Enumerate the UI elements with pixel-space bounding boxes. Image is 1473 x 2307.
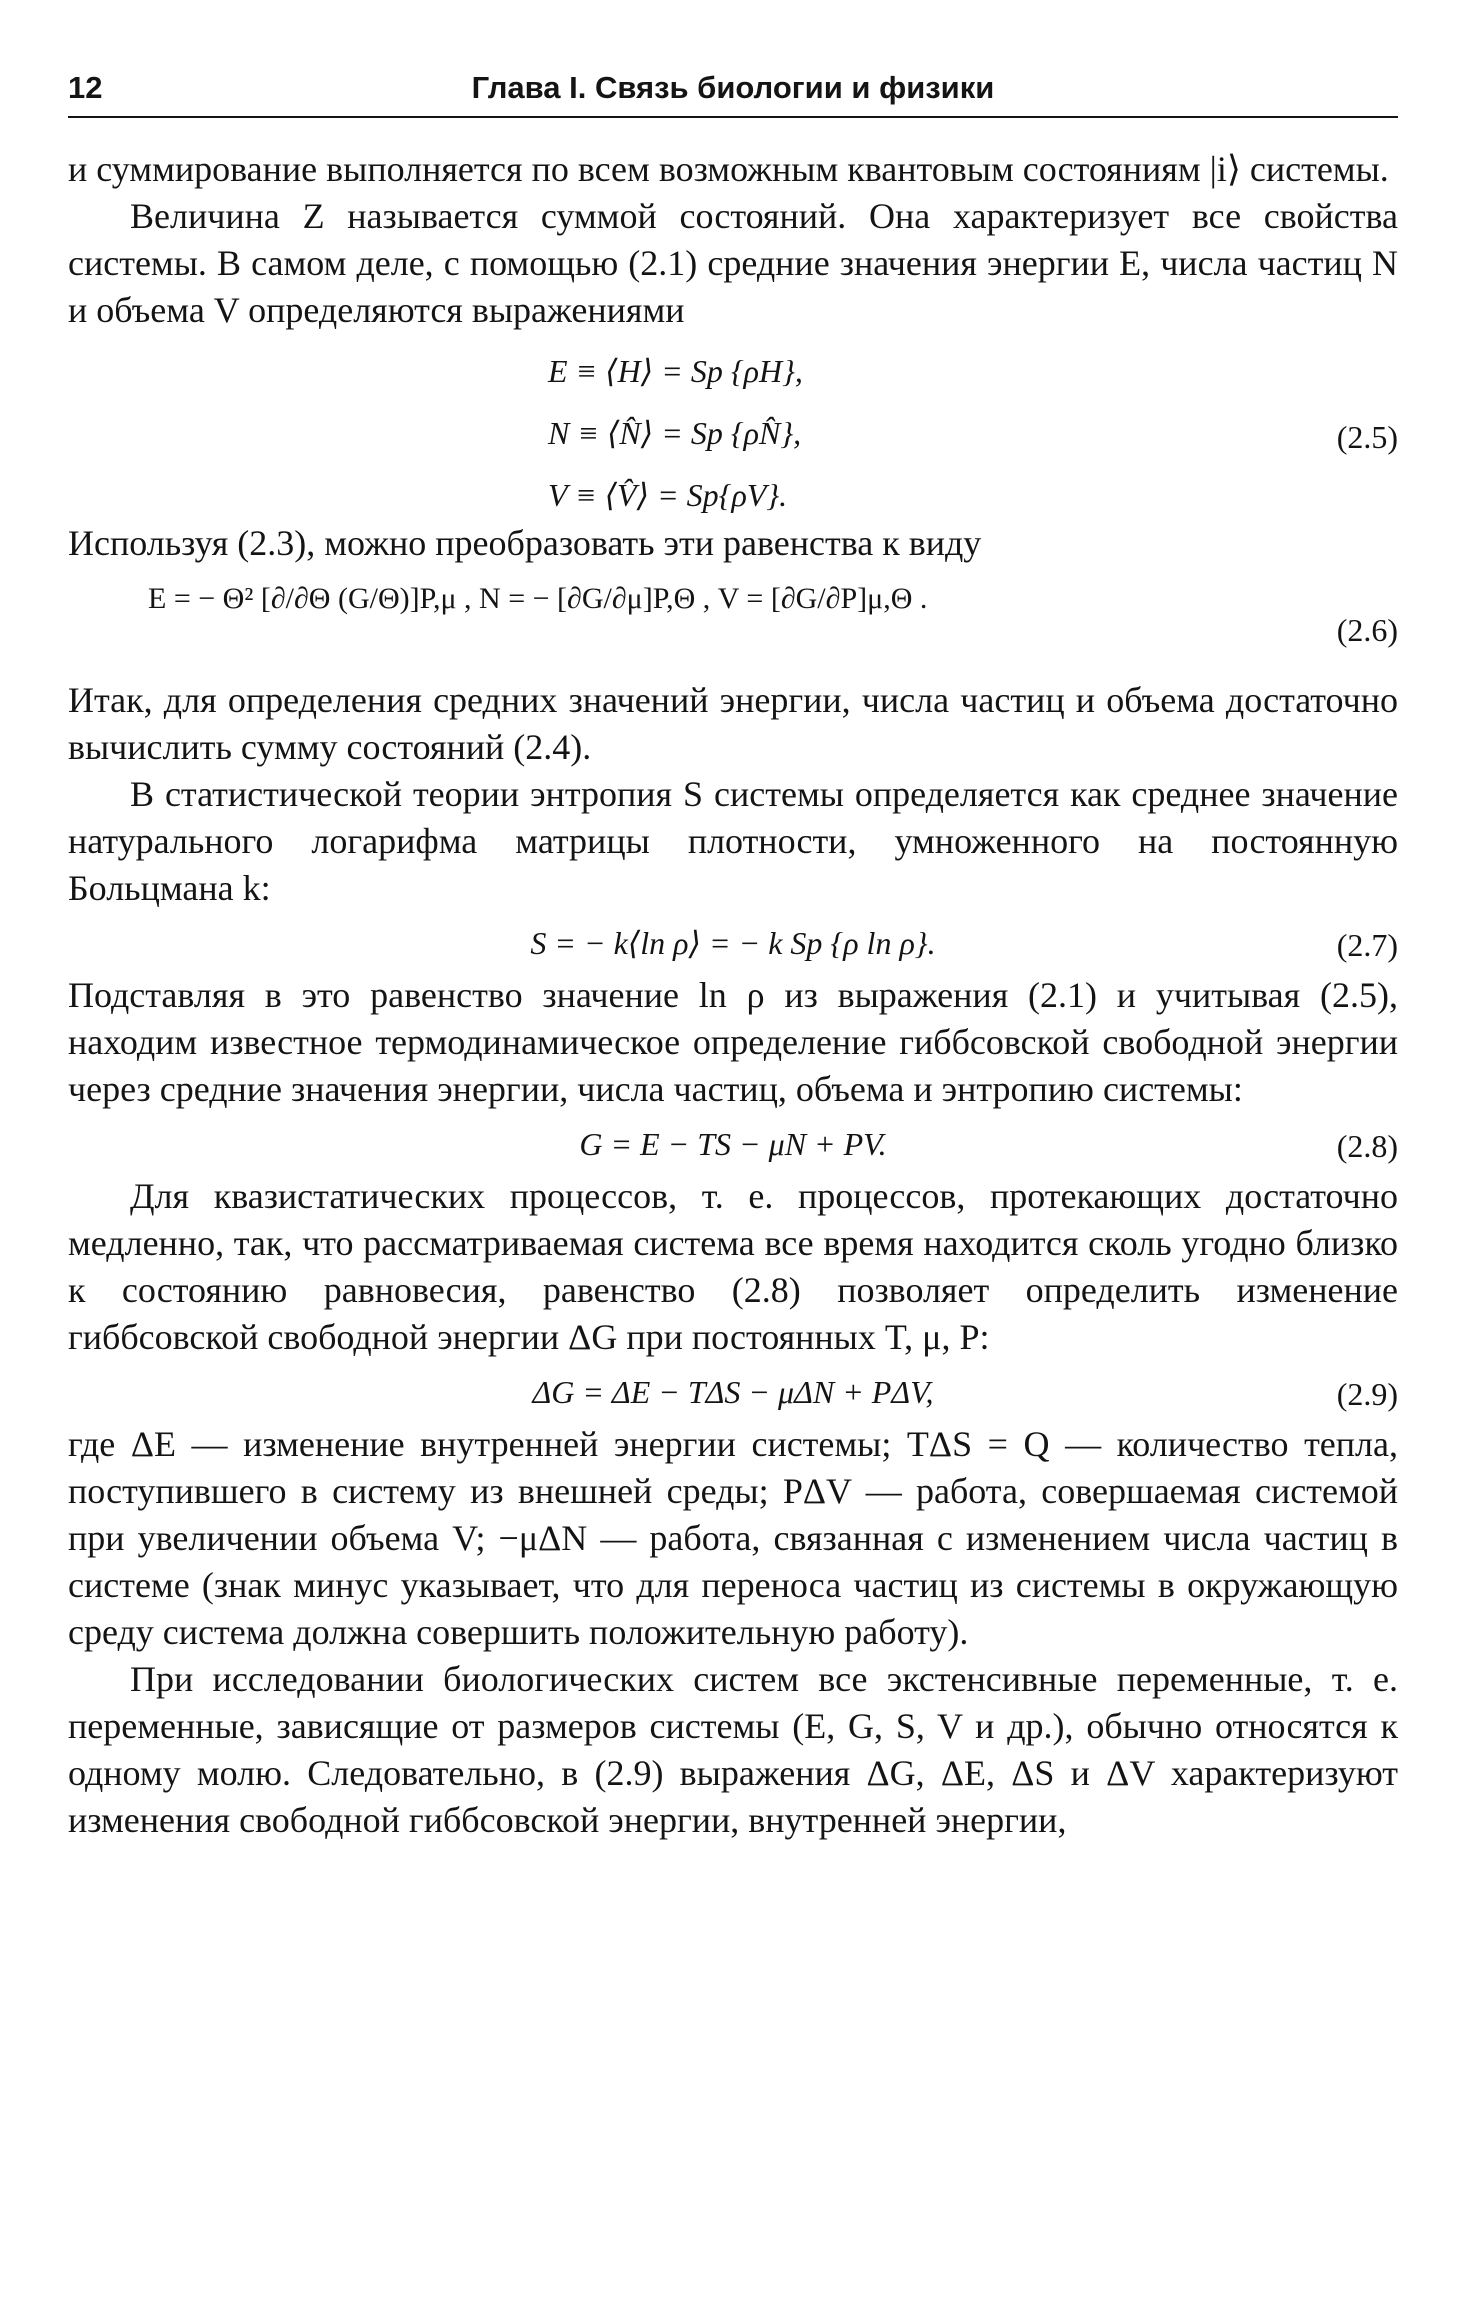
equation-2-9 [68,1361,1398,1421]
equation-2-5 [68,334,1398,520]
equation-number: (2.8) [1336,1128,1398,1164]
paragraph: Для квазистатических процессов, т. е. процессов, протекающих достаточно медленно, так, что рассматриваемая система все время находится сколь угодно близко к состоянию равновесия, равенство (2.8) позволяет определить изменение гиббсовской свободной энергии ΔG при постоянных T, μ, P: [68,1176,1398,1357]
equation-2-7 [68,912,1398,972]
equation-text: S = − k⟨ln ρ⟩ = − k Sp {ρ ln ρ}. [530,925,936,961]
equation-text: E = − Θ² [∂/∂Θ (G/Θ)]P,μ , N = − [∂G/∂μ]P,Θ , V = [∂G/∂P]μ,Θ . [148,582,928,615]
header-rule [68,116,1398,118]
paragraph: В статистической теории энтропия S системы определяется как среднее значение натурального логарифма матрицы плотности, умноженного на постоянную Больцмана k: [68,774,1398,908]
equation-number: (2.7) [1336,927,1398,963]
equation-line: V ≡ ⟨V̂⟩ = Sp{ρV}. [548,477,788,513]
paragraph: где ΔE — изменение внутренней энергии системы; TΔS = Q — количество тепла, поступившего в систему из внешней среды; PΔV — работа, совершаемая системой при увеличении объема V; −μΔN — работа, связанная с изменением числа частиц в системе (знак минус указывает, что для переноса частиц из системы в окружающую среду система должна совершить положительную работу). [68,1424,1398,1652]
paragraph: и суммирование выполняется по всем возможным квантовым состояниям |i⟩ системы. [68,149,1389,189]
equation-number: (2.9) [1336,1376,1398,1412]
paragraph: Используя (2.3), можно преобразовать эти равенства к виду [68,523,982,563]
chapter-title: Глава I. Связь биологии и физики [471,70,995,105]
paragraph: Величина Z называется суммой состояний. Она характеризует все свойства системы. В самом деле, с помощью (2.1) средние значения энергии E, числа частиц N и объема V определяются выражениями [68,196,1398,330]
paragraph: Подставляя в это равенство значение ln ρ из выражения (2.1) и учитывая (2.5), находим известное термодинамическое определение гиббсовской свободной энергии через средние значения энергии, числа частиц, объема и энтропию системы: [68,975,1398,1109]
equation-line: N ≡ ⟨N̂⟩ = Sp {ρN̂}, [548,415,802,451]
paragraph: Итак, для определения средних значений энергии, числа частиц и объема достаточно вычислить сумму состояний (2.4). [68,680,1398,767]
equation-number: (2.5) [1336,419,1398,455]
page-body [68,146,1398,1844]
equation-2-6 [68,567,1398,677]
equation-2-8 [68,1113,1398,1173]
equation-number: (2.6) [1336,612,1398,648]
page-number: 12 [68,70,103,105]
book-page [68,62,1398,1844]
equation-text: ΔG = ΔE − TΔS − μΔN + PΔV, [532,1374,934,1410]
equation-text: G = E − TS − μN + PV. [579,1126,887,1162]
equation-line: E ≡ ⟨H⟩ = Sp {ρH}, [548,353,803,389]
paragraph: При исследовании биологических систем все экстенсивные переменные, т. е. переменные, зависящие от размеров системы (E, G, S, V и др.), обычно относятся к одному молю. Следовательно, в (2.9) выражения ΔG, ΔE, ΔS и ΔV характеризуют изменения свободной гиббсовской энергии, внутренней энергии, [68,1659,1398,1840]
running-header [68,62,1398,110]
